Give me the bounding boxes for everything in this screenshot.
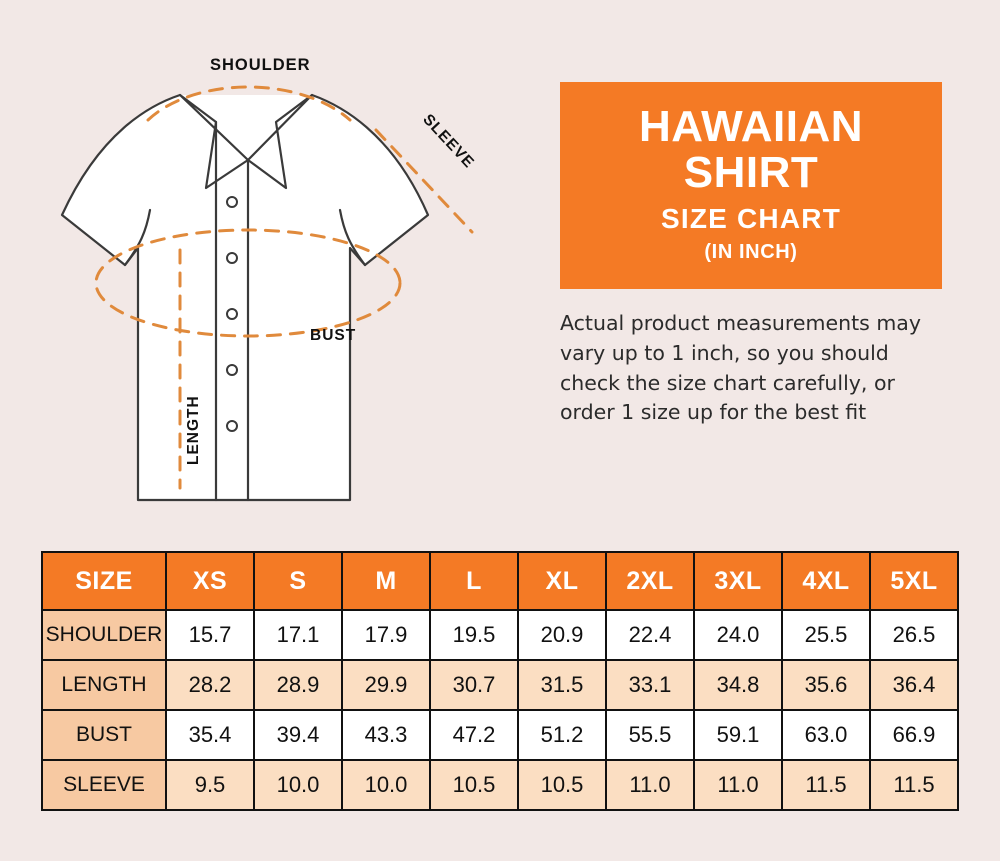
cell-sleeve-3xl: 11.0 <box>694 760 782 810</box>
cell-length-2xl: 33.1 <box>606 660 694 710</box>
cell-length-xl: 31.5 <box>518 660 606 710</box>
row-label-shoulder: SHOULDER <box>42 610 166 660</box>
cell-length-m: 29.9 <box>342 660 430 710</box>
cell-sleeve-2xl: 11.0 <box>606 760 694 810</box>
row-label-length: LENGTH <box>42 660 166 710</box>
cell-shoulder-2xl: 22.4 <box>606 610 694 660</box>
cell-sleeve-xs: 9.5 <box>166 760 254 810</box>
cell-bust-xl: 51.2 <box>518 710 606 760</box>
column-header-3xl: 3XL <box>694 552 782 610</box>
table-row <box>42 760 958 810</box>
cell-bust-m: 43.3 <box>342 710 430 760</box>
column-header-xs: XS <box>166 552 254 610</box>
cell-length-xs: 28.2 <box>166 660 254 710</box>
cell-bust-xs: 35.4 <box>166 710 254 760</box>
table-row <box>42 710 958 760</box>
title-unit: (IN INCH) <box>704 241 798 264</box>
measurement-note: Actual product measurements may vary up to 1 inch, so you should check the size chart carefully, or order 1 size up for the best fit <box>560 311 921 425</box>
size-table-container <box>41 551 959 811</box>
cell-length-l: 30.7 <box>430 660 518 710</box>
table-row <box>42 610 958 660</box>
label-bust: BUST <box>310 327 357 344</box>
cell-shoulder-xl: 20.9 <box>518 610 606 660</box>
column-header-l: L <box>430 552 518 610</box>
title-line-1: HAWAIIAN <box>639 102 863 151</box>
cell-length-3xl: 34.8 <box>694 660 782 710</box>
column-header-xl: XL <box>518 552 606 610</box>
cell-shoulder-l: 19.5 <box>430 610 518 660</box>
cell-bust-s: 39.4 <box>254 710 342 760</box>
cell-shoulder-s: 17.1 <box>254 610 342 660</box>
cell-bust-5xl: 66.9 <box>870 710 958 760</box>
column-header-size: SIZE <box>42 552 166 610</box>
table-row <box>42 660 958 710</box>
column-header-4xl: 4XL <box>782 552 870 610</box>
column-header-5xl: 5XL <box>870 552 958 610</box>
cell-shoulder-m: 17.9 <box>342 610 430 660</box>
column-header-2xl: 2XL <box>606 552 694 610</box>
cell-sleeve-4xl: 11.5 <box>782 760 870 810</box>
cell-length-s: 28.9 <box>254 660 342 710</box>
cell-length-4xl: 35.6 <box>782 660 870 710</box>
row-label-sleeve: SLEEVE <box>42 760 166 810</box>
cell-shoulder-3xl: 24.0 <box>694 610 782 660</box>
column-header-s: S <box>254 552 342 610</box>
column-header-m: M <box>342 552 430 610</box>
table-header-row <box>42 552 958 610</box>
size-table <box>41 551 959 811</box>
cell-shoulder-5xl: 26.5 <box>870 610 958 660</box>
shirt-illustration <box>20 20 540 520</box>
label-length: LENGTH <box>185 395 202 465</box>
title-box <box>560 82 942 289</box>
cell-sleeve-m: 10.0 <box>342 760 430 810</box>
cell-bust-2xl: 55.5 <box>606 710 694 760</box>
cell-sleeve-s: 10.0 <box>254 760 342 810</box>
label-shoulder: SHOULDER <box>210 56 311 74</box>
header-panel <box>560 82 980 428</box>
cell-bust-4xl: 63.0 <box>782 710 870 760</box>
row-label-bust: BUST <box>42 710 166 760</box>
title-subtitle: SIZE CHART <box>661 203 841 235</box>
cell-shoulder-xs: 15.7 <box>166 610 254 660</box>
cell-shoulder-4xl: 25.5 <box>782 610 870 660</box>
cell-sleeve-5xl: 11.5 <box>870 760 958 810</box>
cell-bust-l: 47.2 <box>430 710 518 760</box>
cell-bust-3xl: 59.1 <box>694 710 782 760</box>
cell-length-5xl: 36.4 <box>870 660 958 710</box>
title-line-2: SHIRT <box>683 148 819 198</box>
label-sleeve: SLEEVE <box>419 111 478 172</box>
cell-sleeve-xl: 10.5 <box>518 760 606 810</box>
cell-sleeve-l: 10.5 <box>430 760 518 810</box>
